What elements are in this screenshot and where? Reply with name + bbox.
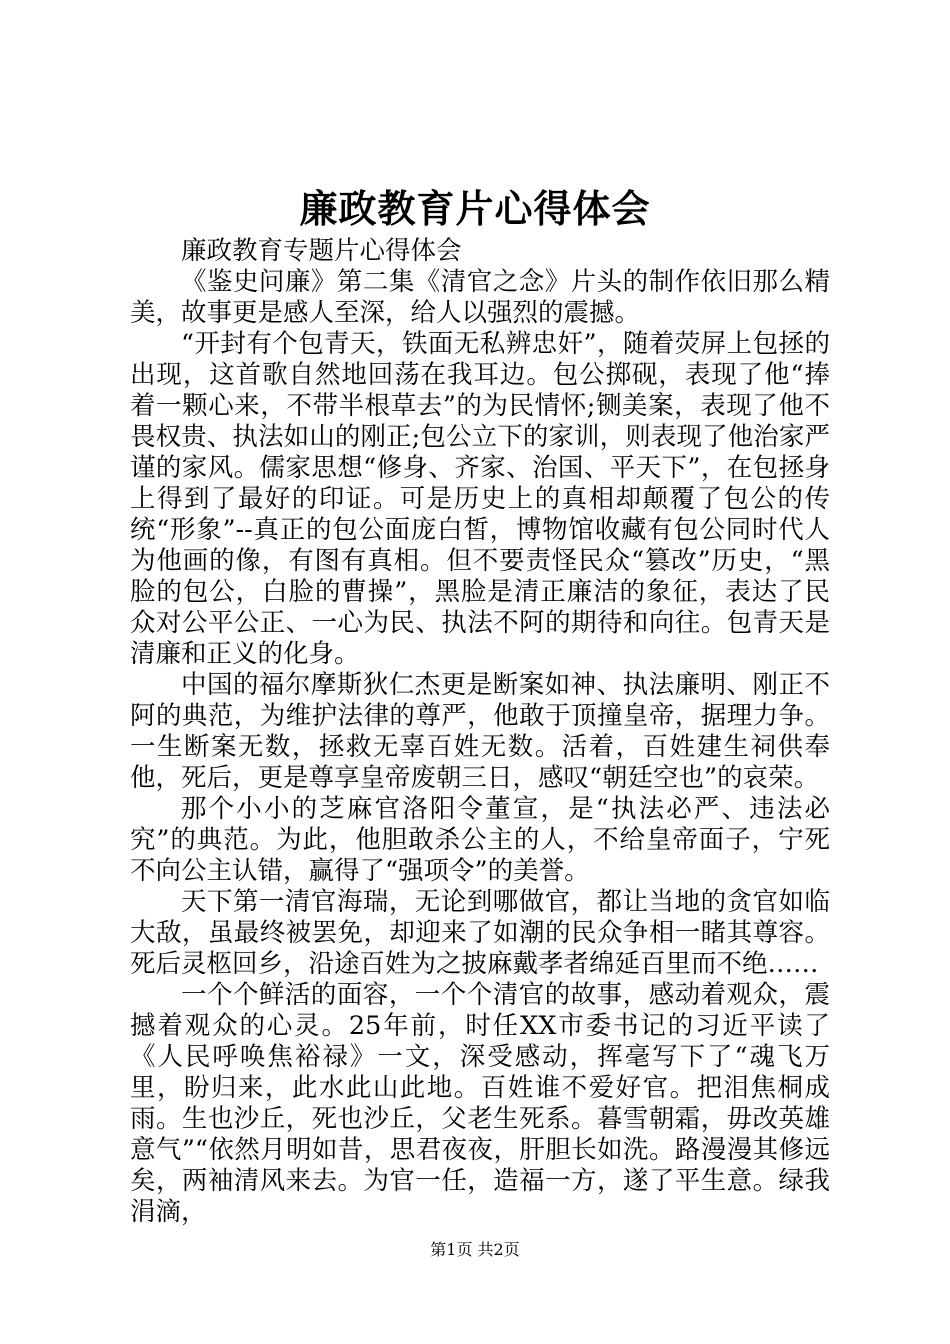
paragraph-intro: 《鉴史问廉》第二集《清官之念》片头的制作依旧那么精美，故事更是感人至深，给人以强烈的震撼。 <box>130 267 830 328</box>
paragraph-jiaoyulu: 一个个鲜活的面容，一个个清官的故事，感动着观众，震撼着观众的心灵。25年前，时任XX市委书记的习近平读了《人民呼唤焦裕禄》一文，深受感动，挥毫写下了“魂飞万里，盼归来，此水此山此地。百姓谁不爱好官。把泪焦桐成雨。生也沙丘，死也沙丘，父老生死系。暮雪朝霜，毋改英雄意气”“依然月明如昔，思君夜夜，肝胆长如洗。路漫漫其修远矣，两袖清风来去。为官一任，造福一方，遂了平生意。绿我涓滴， <box>130 980 830 1227</box>
paragraph-hairui: 天下第一清官海瑞，无论到哪做官，都让当地的贪官如临大敌，虽最终被罢免，却迎来了如潮的民众争相一睹其尊容。死后灵柩回乡，沿途百姓为之披麻戴孝者绵延百里而不绝…… <box>130 887 830 979</box>
paragraph-dongxuan: 那个小小的芝麻官洛阳令董宣，是“执法必严、违法必究”的典范。为此，他胆敢杀公主的人，不给皇帝面子，宁死不向公主认错，赢得了“强项令”的美誉。 <box>130 794 830 886</box>
paragraph-baozheng: “开封有个包青天，铁面无私辨忠奸”，随着荧屏上包拯的出现，这首歌自然地回荡在我耳边。包公掷砚，表现了他“捧着一颗心来，不带半根草去”的为民情怀;铡美案，表现了他不畏权贵、执法如山的刚正;包公立下的家训，则表现了他治家严谨的家风。儒家思想“修身、齐家、治国、平天下”，在包拯身上得到了最好的印证。可是历史上的真相却颠覆了包公的传统“形象”--真正的包公面庞白皙，博物馆收藏有包公同时代人为他画的像，有图有真相。但不要责怪民众“篡改”历史，“黑脸的包公，白脸的曹操”，黑脸是清正廉洁的象征，表达了民众对公平公正、一心为民、执法不阿的期待和向往。包青天是清廉和正义的化身。 <box>130 329 830 669</box>
paragraph-direnjie: 中国的福尔摩斯狄仁杰更是断案如神、执法廉明、刚正不阿的典范，为维护法律的尊严，他敢于顶撞皇帝，据理力争。一生断案无数，拯救无辜百姓无数。活着，百姓建生祠供奉他，死后，更是尊享皇帝废朝三日，感叹“朝廷空也”的哀荣。 <box>130 670 830 793</box>
paragraph-subtitle: 廉政教育专题片心得体会 <box>181 236 462 266</box>
page-number-footer: 第1页 共2页 <box>430 1240 520 1259</box>
document-title: 廉政教育片心得体会 <box>299 186 651 231</box>
document-body <box>130 236 830 1228</box>
